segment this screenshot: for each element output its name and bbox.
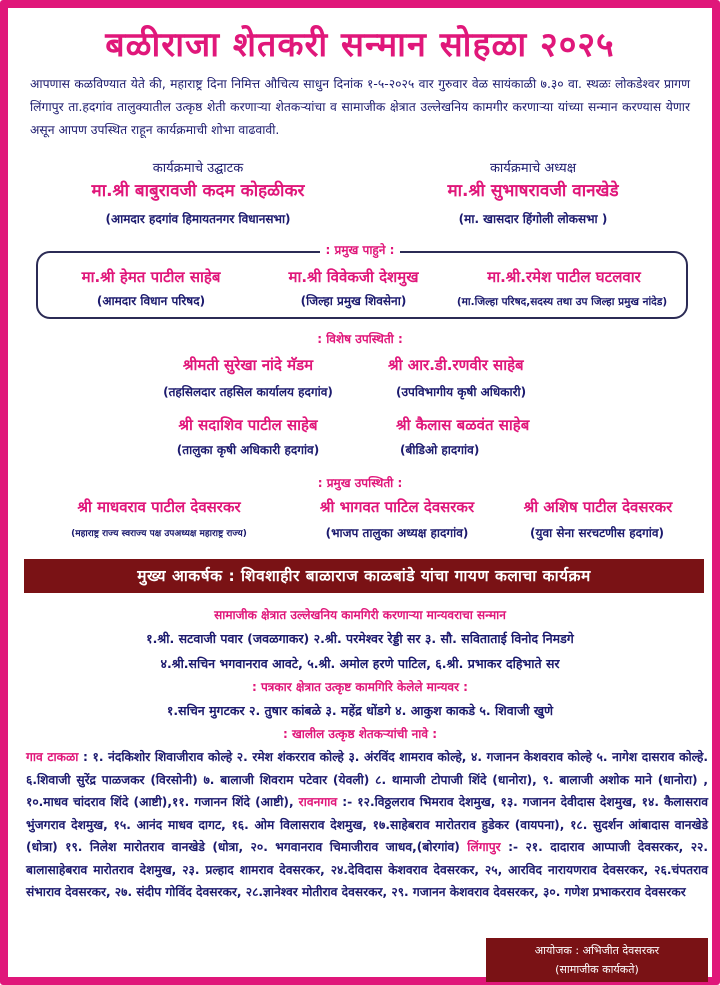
chief-guest-role: (आमदार विधान परिषद) — [96, 294, 206, 308]
president-label: कार्यक्रमाचे अध्यक्ष — [489, 161, 577, 176]
presence-name: श्री माधवराव पाटील देवसरकर — [77, 498, 241, 516]
chief-guest-name: मा.श्री विवेकजी देशमुख — [288, 268, 419, 286]
chief-guest-name: मा.श्री.रमेश पाटील घटलवार — [487, 268, 641, 286]
farmers-list: गाव टाकळा : १. नंदकिशोर शिवाजीराव कोल्हे २. रमेश शंकरराव कोल्हे ३. अंरविंद शामराव कोल्हे, ४. गजानन केशवराव कोल्हे ५. नागेश दासराव कोल्हे. ६.शिवाजी सुरेंद्र पाळजकर (विरसोनी) ७. बालाजी शिवराम पटेवार (येवली) ८. थामाजी टोपाजी शिंदे (धानोरा), ९. बालाजी अशोक माने (धानोरा) , १०.माधव चांदराव शिंदे (आष्टी),११. गजानन शिंदे (आष्टी), रावनगाव :- १२.विठ्ठलराव भिमराव देशमुख, १३. गजानन देवीदास देशमुख, १४. कैलासराव भुंजगराव देशमुख, १५. आनंद माधव दागट, १६. ओम विलासराव देशमुख, १७.साहेबराव मारोतराव हुडेकर (वायपना), १८. सुदर्शन आंबादास वानखेडे (धोत्रा) १९. निलेश मारोतराव वानखेडे (धोत्रा, २०. भगवानराव चिमाजीराव जाधव,(बोरगांव) लिंगापुर :- २१. दादाराव आप्पाजी देवसरकर, २२. बालासाहेबराव मारोतराव देशमुख, २३. प्रल्हाद शामराव देवसरकर, २४.देविदास केशवराव देवसरकर, २५, आरविद नारायणराव देवसरकर, २६.चंपतराव संभाराव देवसरकर, २७. संदीप गोविंद देवसरकर, २८.ज्ञानेश्वर मोतीराव देवसरकर, २९. गजानन केशवराव देवसरकर, ३०. गणेश प्रभाकरराव देवसरकर — [26, 750, 708, 899]
special-name: श्री सदाशिव पाटील साहेब — [178, 416, 318, 434]
special-role: (उपविभागीय कृषी अधिकारी) — [396, 385, 527, 399]
organizer-box — [486, 938, 708, 982]
special-role: (तहसिलदार तहसिल कार्यालय हदगांव) — [163, 385, 333, 399]
presence-role: (युवा सेना सरचटणीस हदगांव) — [530, 526, 664, 540]
special-name: श्री कैलास बळवंत साहेब — [396, 416, 530, 434]
presence-role: (महाराष्ट्र राज्य स्वराज्य पक्ष उपअध्यक्ष महाराष्ट्र राज्य) — [71, 529, 247, 539]
presence-name: श्री भागवत पाटिल देवसरकर — [319, 498, 475, 516]
special-role: (बीडिओ हादगांव) — [400, 443, 480, 457]
inaugurator-name: मा.श्री बाबुरावजी कदम कोहळीकर — [91, 181, 305, 201]
president-name: मा.श्री सुभाषरावजी वानखेडे — [447, 181, 619, 201]
journalists-line: १.सचिन मुगटकर २. तुषार कांबळे ३. महेंद्र धोंडगे ४. आकुश काकडे ५. शिवाजी खुणे — [166, 703, 554, 718]
chief-guest-role: (जिल्हा प्रमुख शिवसेना) — [300, 294, 407, 308]
village-name: गाव टाकळा — [26, 750, 79, 764]
presence-role: (भाजप तालुका अध्यक्ष हादगांव) — [325, 526, 469, 540]
journalists-heading: : पत्रकार क्षेत्रात उत्कृष्ट कामगिरि केलेले मान्यवर : — [252, 680, 468, 694]
special-name: श्री आर.डी.रणवीर साहेब — [388, 356, 524, 374]
presence-heading: : प्रमुख उपस्थिती : — [317, 476, 403, 490]
inaugurator-label: कार्यक्रमाचे उद्घाटक — [152, 161, 244, 176]
main-attraction-banner: मुख्य आकर्षक : शिवशाहीर बाळाराज काळबांडे यांचा गायण कलाचा कार्यक्रम — [24, 559, 704, 593]
village-name: लिंगापुर — [467, 840, 501, 854]
chief-guests-heading: : प्रमुख पाहुने : — [8, 241, 712, 258]
intro-paragraph: आपणास कळविण्यात येते की, महाराष्ट्र दिना निमित्त औचित्य साधुन दिनांक १-५-२०२५ वार गुरुवार वेळ सायंकाळी ७.३० वा. स्थळः लोकडेश्वर प्रागण लिंगापुर ता.हदगांव तालुक्यातील उत्कृष्ठ शेती करणाऱ्या शेतकऱ्यांचा व सामाजीक क्षेत्रात उल्लेखनिय कामगीर करणाऱ्या यांच्या सन्मान करण्यास येणार असून आपण उपस्थित राहून कार्यक्रमाची शोभा वाढवावी. — [30, 77, 690, 137]
village-name: रावनगाव — [298, 795, 338, 809]
farmers-heading: : खालील उत्कृष्ठ शेतकऱ्यांची नावे : — [282, 727, 438, 741]
social-honorees-line: ४.श्री.सचिन भगवानराव आवटे, ५.श्री. अमोल हरणे पाटिल, ६.श्री. प्रभाकर दहिभाते सर — [160, 656, 560, 671]
chief-guest-name: मा.श्री हेमत पाटील साहेब — [81, 268, 221, 286]
special-heading: : विशेष उपस्थिती : — [317, 332, 403, 346]
organizer-label: आयोजक : अभिजीत देवसरकर — [534, 944, 660, 957]
president-role: (मा. खासदार हिंगोली लोकसभा ) — [458, 212, 608, 226]
poster-title: बळीराजा शेतकरी सन्मान सोहळा २०२५ — [105, 25, 615, 65]
social-honorees-line: १.श्री. सटवाजी पवार (जवळगाकर) २.श्री. परमेश्वर रेड्डी सर ३. सौ. सविताताई विनोद निमडगे — [146, 631, 574, 646]
special-name: श्रीमती सुरेखा नांदे मॅडम — [182, 356, 314, 374]
organizer-role: (सामाजीक कार्यकते) — [555, 963, 639, 976]
special-role: (तालुका कृषी अधिकारी हदगांव) — [176, 443, 320, 457]
inaugurator-role: (आमदार हदगांव हिमायतनगर विधानसभा) — [105, 212, 291, 226]
social-heading: सामाजीक क्षेत्रात उल्लेखनिय कामगिरी करणाऱ्या मान्यवराचा सन्मान — [214, 608, 506, 622]
chief-guest-role: (मा.जिल्हा परिषद,सदस्य तथा उप जिल्हा प्रमुख नांदेड) — [456, 296, 668, 308]
presence-name: श्री अशिष पाटील देवसरकर — [523, 498, 673, 516]
